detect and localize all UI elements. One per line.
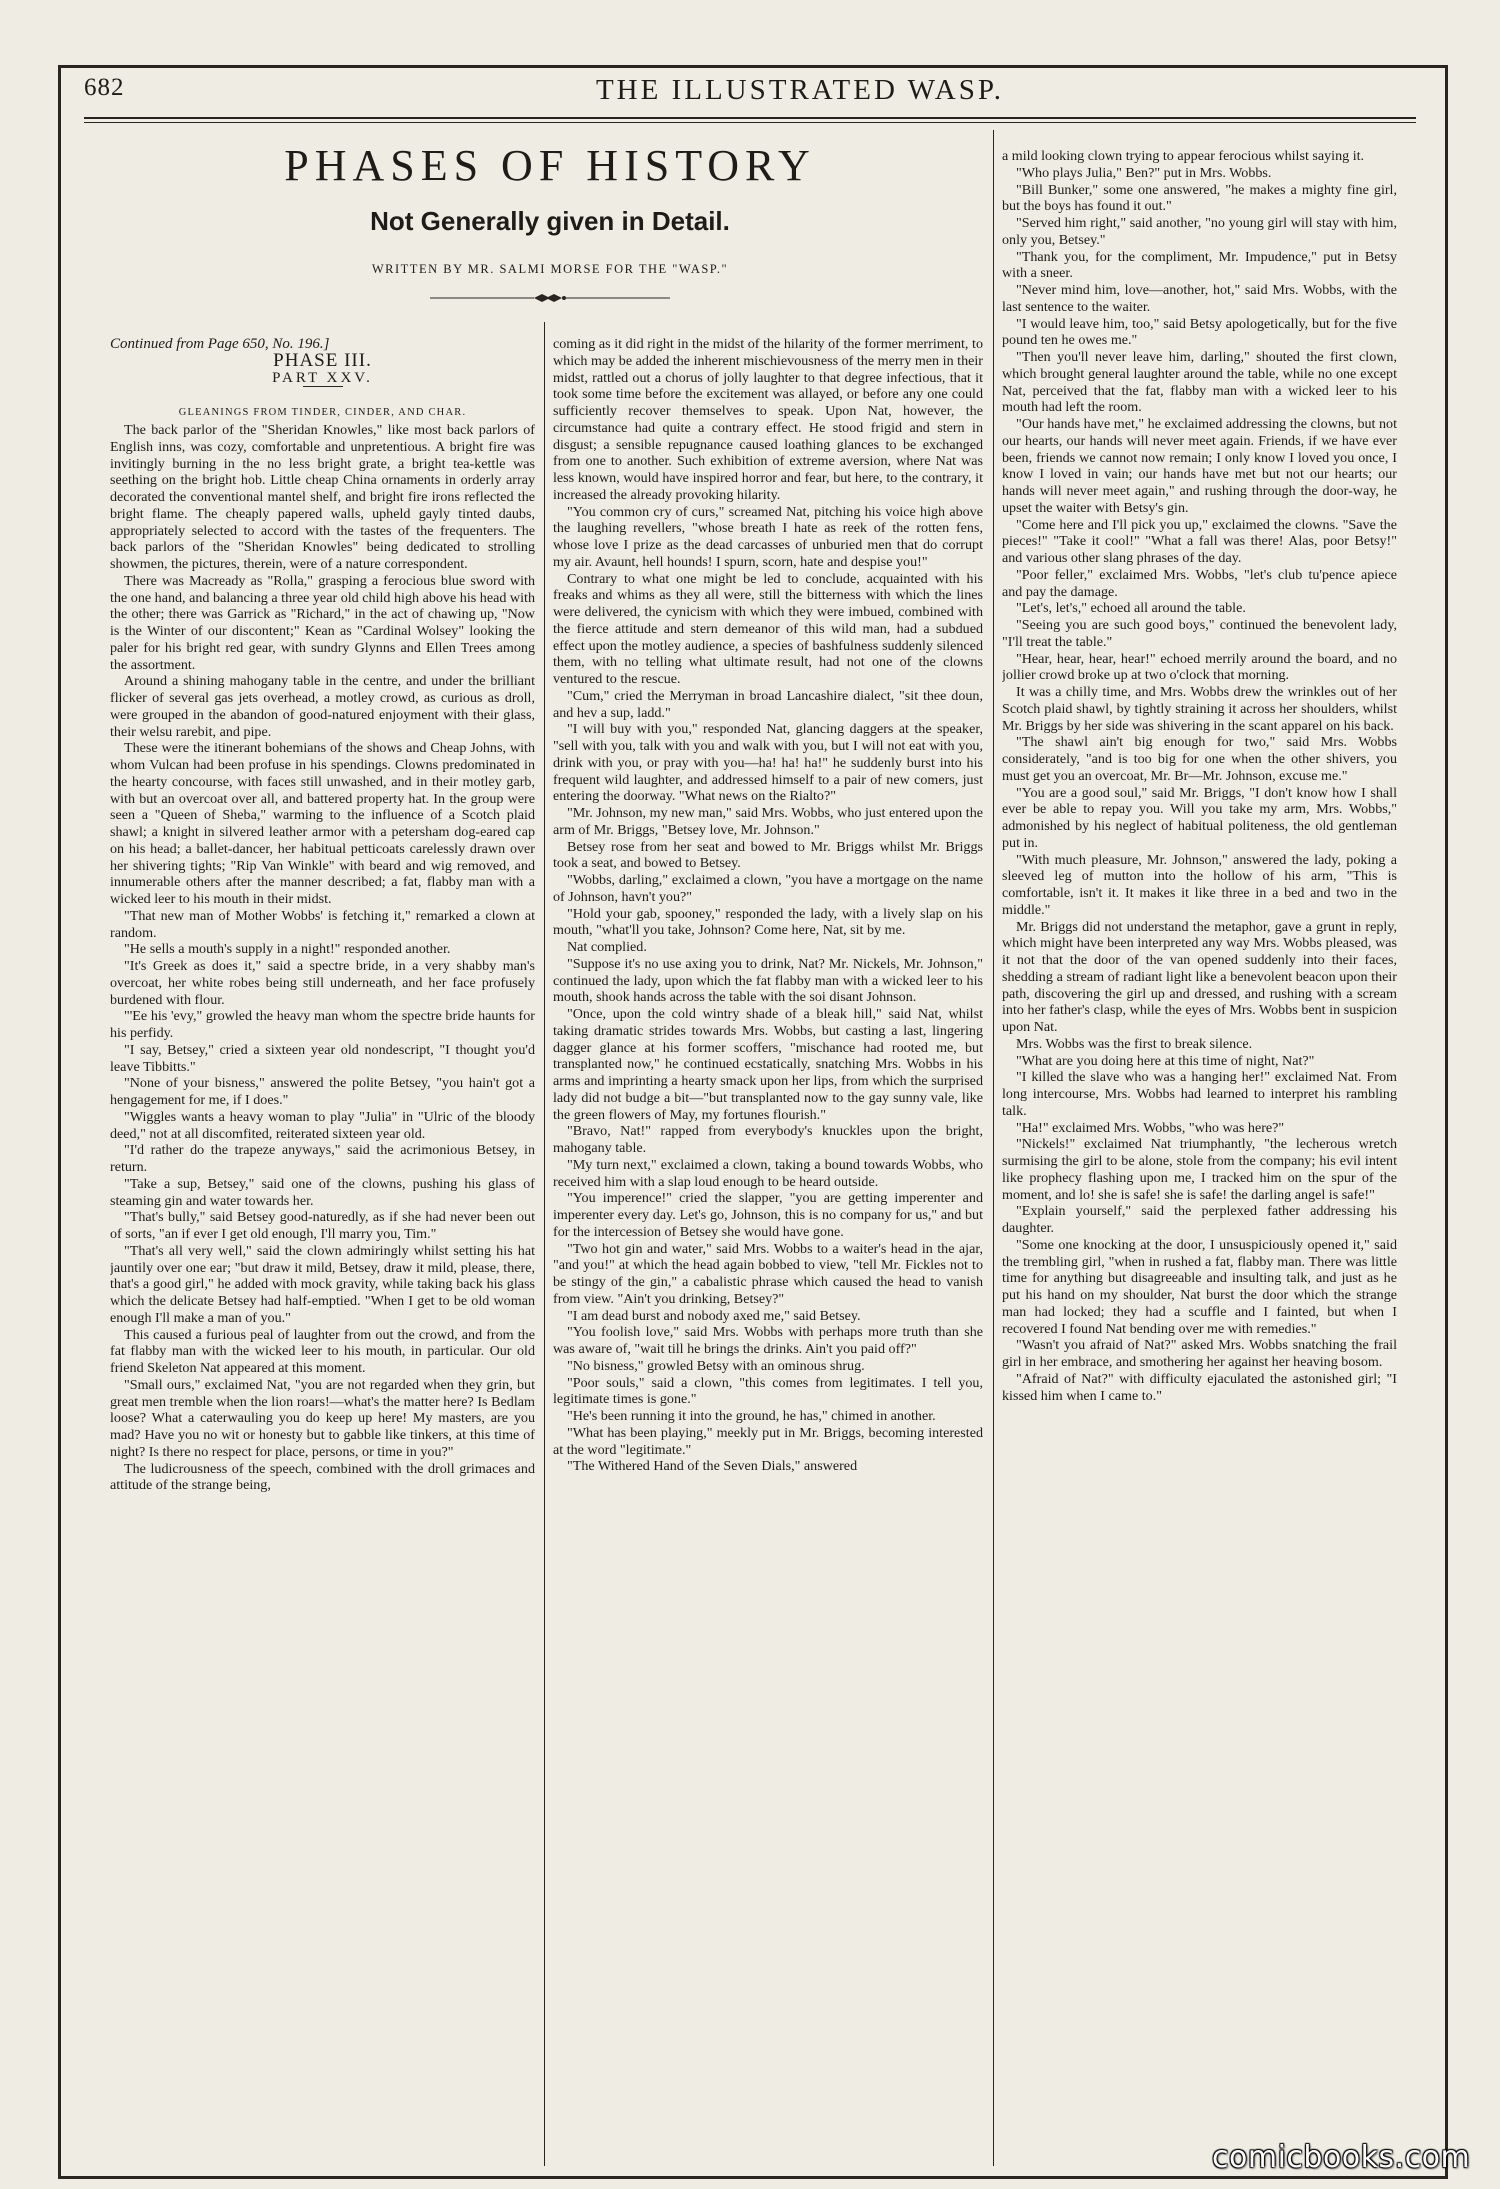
paragraph: "I will buy with you," responded Nat, glancing daggers at the speaker, "sell with you, talk with you and walk with you, but I will not eat with you, drink with you, or pray with you—ha! ha! ha!" he suddenly burst into his frequent wild laughter, and addressed himself to a pair of new comers, just entering the doorway. "What news on the Rialto?" [553, 721, 983, 805]
paragraph: "Served him right," said another, "no young girl will stay with him, only you, Betsey." [1002, 215, 1397, 248]
paragraph: "You foolish love," said Mrs. Wobbs with perhaps more truth than she was aware of, "wait till he brings the drinks. Ain't you paid off?" [553, 1324, 983, 1357]
section-heading: GLEANINGS FROM TINDER, CINDER, AND CHAR. [178, 407, 467, 419]
paragraph: "Wobbs, darling," exclaimed a clown, "you have a mortgage on the name of Johnson, havn't you?" [553, 872, 983, 905]
paragraph: Contrary to what one might be led to conclude, acquainted with his freaks and whims as they all were, still the bitterness with which the lines were delivered, the cynicism with which they were imbued, combined with the fierce attitude and stern demeanor of this wild man, had a subdued effect upon the motley audience, a species of bashfulness suddenly silenced them, with no telling what ultimate result, had not one of the clowns ventured to the rescue. [553, 570, 983, 687]
paragraph: "The shawl ain't big enough for two," said Mrs. Wobbs considerately, "and is too big for one when the other shivers, you must get you an overcoat, Mr. Br—Mr. Johnson, excuse me." [1002, 734, 1397, 784]
column-3 [1002, 148, 1397, 2166]
paragraph: "Some one knocking at the door, I unsuspiciously opened it," said the trembling girl, "when in rushed a fat, flabby man. There was little time for anything but disagreeable and insulting talk, and just as he put his hand on my shoulder, Nat burst the door which the strange man had locked; they had a scuffle and I fainted, but when I recovered I found Nat bending over me with remedies." [1002, 1236, 1397, 1337]
phase-heading: PHASE III. [273, 349, 372, 371]
paragraph: "Come here and I'll pick you up," exclaimed the clowns. "Save the pieces!" "Take it cool!" "What a fall was there! Alas, poor Betsy!" and various other slang phrases of the day. [1002, 516, 1397, 566]
paragraph: This caused a furious peal of laughter from out the crowd, and from the fat flabby man with the wicked leer to his mouth, in particular. Our old friend Skeleton Nat appeared at this moment. [110, 1326, 535, 1376]
paragraph: Mr. Briggs did not understand the metaphor, gave a grunt in reply, which might have been interpreted any way Mrs. Wobbs pleased, was it not that the door of the van opened suddenly into their faces, shedding a stream of radiant light like a benevolent beacon upon their path, discovering the girl up and dressed, and rushing with a scream into her father's clasp, while the eyes of Mrs. Wobbs bent in suspicion upon Nat. [1002, 918, 1397, 1035]
paragraph: "He sells a mouth's supply in a night!" responded another. [124, 941, 451, 958]
paragraph: "That's bully," said Betsey good-naturedly, as if she had never been out of sorts, "an if ever I get old enough, I'll marry you, Tim." [110, 1209, 535, 1242]
column-1 [110, 336, 535, 2166]
paragraph: Betsey rose from her seat and bowed to Mr. Briggs whilst Mr. Briggs took a seat, and bowed to Betsey. [553, 838, 983, 872]
paragraph: There was Macready as "Rolla," grasping a ferocious blue sword with the one hand, and balancing a three year old child high above his head with the other; there was Garrick as "Richard," in the act of chawing up, "Now is the Winter of our discontent;" Kean as "Cardinal Wolsey" looking the paler for his bright red gear, with sundry Glynns and Ellen Trees among the assortment. [110, 572, 535, 673]
paragraph: "You common cry of curs," screamed Nat, pitching his voice high above the laughing revellers, "whose breath I hate as reek of the rotten fens, whose love I prize as the dead carcasses of unburied men that do corrupt my air. Avaunt, hell hounds! I spurn, scorn, hate and despise you!" [553, 503, 983, 570]
paragraph: "That's all very well," said the clown admiringly whilst setting his hat jauntily over one ear; "but draw it mild, Betsey, draw it mild, please, there, that's a good girl," he added with mock gravity, while taking back his glass which the delicate Betsey had half-emptied. "When I get to be old woman enough I'll make a man of you." [110, 1242, 535, 1326]
paragraph: "The Withered Hand of the Seven Dials," answered [567, 1458, 858, 1475]
paragraph: "Our hands have met," he exclaimed addressing the clowns, but not our hearts, our hands will never meet again. Friends, if we have ever been, friends we cannot now remain; I only know I loved you once, I know I loved in vain; our hands have met but not our hearts; our hands will never meet again," and rushing through the door-way, he upset the waiter with Betsy's gin. [1002, 416, 1397, 516]
paragraph: "Hear, hear, hear, hear!" echoed merrily around the board, and no jollier crowd broke up at two o'clock that morning. [1002, 650, 1397, 684]
paragraph: "Afraid of Nat?" with difficulty ejaculated the astonished girl; "I kissed him when I came to." [1002, 1370, 1397, 1404]
paragraph: "You are a good soul," said Mr. Briggs, "I don't know how I shall ever be able to repay you. Will you take my arm, Mrs. Wobbs," admonished by his neglect of habitual politeness, the old gentleman put in. [1002, 784, 1397, 851]
paragraph: "Explain yourself," said the perplexed father addressing his daughter. [1002, 1203, 1397, 1236]
paragraph: "Thank you, for the compliment, Mr. Impudence," put in Betsy with a sneer. [1002, 248, 1397, 282]
paragraph: It was a chilly time, and Mrs. Wobbs drew the wrinkles out of her Scotch plaid shawl, by tightly straining it across her shoulders, whilst Mr. Briggs by her side was shivering in the scant apparel on his back. [1002, 684, 1397, 734]
paragraph: The ludicrousness of the speech, combined with the droll grimaces and attitude of the strange being, [110, 1460, 535, 1494]
paragraph: These were the itinerant bohemians of the shows and Cheap Johns, with whom Vulcan had been profuse in his spendings. Clowns predominated in the hearty concourse, with faces still unwashed, and in their motley garb, with but an overcoat over all, and battered property hat. In the group were seen a "Queen of Sheba," warming to the influence of a Scotch plaid shawl; a knight in silvered leather armor with a petersham dog-eared cap on his head; a ballet-dancer, her habitual petticoats carelessly drawn over her shivering tights; "Rip Van Winkle" with beard and wig removed, and innumerable others after the manner described; a fat, flabby man with a wicked leer to his mouth in their midst. [110, 740, 535, 907]
paragraph: "My turn next," exclaimed a clown, taking a bound towards Wobbs, who received him with a slap loud enough to be heard outside. [553, 1156, 983, 1190]
paragraph: "Wiggles wants a heavy woman to play "Julia" in "Ulric of the bloody deed," not at all discomfited, reiterated sixteen year old. [110, 1108, 535, 1142]
column-divider-1 [544, 322, 545, 2166]
paragraph: "Take a sup, Betsey," said one of the clowns, pushing his glass of steaming gin and water towards her. [110, 1175, 535, 1209]
header-rule [84, 117, 1416, 119]
column-2 [553, 336, 983, 2166]
paragraph: "'Ee his 'evy," growled the heavy man whom the spectre bride haunts for his perfidy. [110, 1008, 535, 1041]
paragraph: "Let's, let's," echoed all around the table. [1016, 600, 1246, 617]
paragraph: The back parlor of the "Sheridan Knowles," like most back parlors of English inns, was cozy, comfortable and unpretentious. A bright fire was invitingly burning in the no less bright grate, a bright tea-kettle was seething on the bright hob. Little cheap China ornaments in orderly array decorated the conventional mantel shelf, and bright fire irons reflected the bright flame. The cheaply papered walls, upheld gayly tinted daubs, appropriately selected to accord with the tastes of the frequenters. The back parlors of the "Sheridan Knowles" being dedicated to strolling showmen, the pictures, therein, were of a nature correspondent. [110, 422, 535, 572]
title-ornament [430, 292, 670, 304]
paragraph: "I'd rather do the trapeze anyways," said the acrimonious Betsey, in return. [110, 1142, 535, 1175]
paragraph: "I say, Betsey," cried a sixteen year old nondescript, "I thought you'd leave Tibbitts." [110, 1041, 535, 1075]
paragraph: "I killed the slave who was a hanging her!" exclaimed Nat. From long intercourse, Mrs. Wobbs had learned to interpret his rambling talk. [1002, 1069, 1397, 1119]
paragraph: "Small ours," exclaimed Nat, "you are not regarded when they grin, but great men tremble when the lion roars!—what's the matter here? Is Bedlam loose? What a caterwauling you do keep up here! My masters, are you mad? Have you no wit or honesty but to gabble like tinkers, at this time of night? Is there no respect for place, persons, or time in you?" [110, 1376, 535, 1460]
paragraph: "What are you doing here at this time of night, Nat?" [1016, 1052, 1315, 1069]
continued-note: Continued from Page 650, No. 196.] [110, 336, 330, 352]
paragraph: coming as it did right in the midst of the hilarity of the former merriment, to which may be added the inherent mischievousness of the merry men in their midst, rattled out a chorus of jolly laughter to that degree infectious, that it took some time before the excitement was allayed, or before any one could sufficiently recover themselves to speak. Upon Nat, however, the circumstance had quite a contrary effect. He stood frigid and stern in disgust; a sensible repugnance caused loathing glances to be exchanged from one to another. Such exhibition of extreme aversion, where Nat was less known, would have inspired horror and fear, but here, to the contrary, it increased the already provoking hilarity. [553, 336, 983, 503]
column-divider-2 [993, 130, 994, 2166]
paragraph: "Nickels!" exclaimed Nat triumphantly, "the lecherous wretch surmising the girl to be alone, stole from the company; his evil intent like prophecy flashing upon me, I tracked him on the spur of the moment, and lo! she is safe! she is safe! the darling angel is safe!" [1002, 1136, 1397, 1203]
header-rule-thin [84, 122, 1416, 123]
paragraph: "With much pleasure, Mr. Johnson," answered the lady, poking a sleeved leg of mutton into the hollow of his arm, "This is comfortable, isn't it. It makes it like three in a bed and two in the middle." [1002, 851, 1397, 918]
paragraph: "Who plays Julia," Ben?" put in Mrs. Wobbs. [1016, 164, 1272, 181]
paragraph: "Bravo, Nat!" rapped from everybody's knuckles upon the bright, mahogany table. [553, 1123, 983, 1156]
paragraph: "None of your bisness," answered the polite Betsey, "you hain't got a hengagement for me, if I does." [110, 1075, 535, 1108]
paragraph: "Bill Bunker," some one answered, "he makes a mighty fine girl, but the boys has found it out." [1002, 181, 1397, 215]
paragraph: "Never mind him, love—another, hot," said Mrs. Wobbs, with the last sentence to the waiter. [1002, 282, 1397, 315]
watermark: comicbooks.com [1212, 2140, 1471, 2175]
paragraph: a mild looking clown trying to appear ferocious whilst saying it. [1002, 148, 1365, 164]
paragraph: "Cum," cried the Merryman in broad Lancashire dialect, "sit thee doun, and hev a sup, ladd." [553, 687, 983, 721]
article-subtitle: Not Generally given in Detail. [370, 206, 730, 236]
paragraph: "Mr. Johnson, my new man," said Mrs. Wobbs, who just entered upon the arm of Mr. Briggs, "Betsey love, Mr. Johnson." [553, 805, 983, 838]
paragraph: "Suppose it's no use axing you to drink, Nat? Mr. Nickels, Mr. Johnson," continued the lady, upon which the fat flabby man with a wicked leer to his mouth, shook hands across the table with the soi disant Johnson. [553, 955, 983, 1006]
paragraph: "Then you'll never leave him, darling," shouted the first clown, which brought general laughter around the table, while no one except Nat, perceived that the fat, flabby man with a wicked leer to his mouth had left the room. [1002, 349, 1397, 416]
paragraph: "I am dead burst and nobody axed me," said Betsey. [567, 1307, 861, 1324]
paragraph: "No bisness," growled Betsy with an ominous shrug. [567, 1357, 865, 1374]
page-number: 682 [84, 74, 125, 101]
paragraph: "What has been playing," meekly put in Mr. Briggs, becoming interested at the word "legitimate." [553, 1424, 983, 1458]
article-byline: WRITTEN BY MR. SALMI MORSE FOR THE "WASP." [371, 262, 729, 276]
paragraph: Nat complied. [567, 939, 647, 955]
paragraph: "It's Greek as does it," said a spectre bride, in a very shabby man's overcoat, her white robes being still underneath, and her face profusely burdened with flour. [110, 958, 535, 1008]
paragraph: Mrs. Wobbs was the first to break silence. [1016, 1035, 1253, 1052]
paragraph: Around a shining mahogany table in the centre, and under the brilliant flicker of several gas jets overhead, a motley crowd, as curious as droll, were grouped in the abandon of good-natured enjoyment with their glass, their welsu rarebit, and pipe. [110, 673, 535, 740]
article-title: PHASES OF HISTORY [284, 141, 816, 190]
paragraph: "Poor feller," exclaimed Mrs. Wobbs, "let's club tu'pence apiece and pay the damage. [1002, 566, 1397, 600]
paragraph: "He's been running it into the ground, he has," chimed in another. [567, 1408, 936, 1424]
paragraph: "Seeing you are such good boys," continued the benevolent lady, "I'll treat the table." [1002, 617, 1397, 650]
part-rule [303, 386, 343, 387]
paragraph: "Hold your gab, spooney," responded the lady, with a lively slap on his mouth, "what'll you take, Johnson? Come here, Nat, sit by me. [553, 905, 983, 939]
paragraph: "Poor souls," said a clown, "this comes from legitimates. I tell you, legitimate times is gone." [553, 1374, 983, 1408]
paragraph: "You imperence!" cried the slapper, "you are getting imperenter and imperenter every day. Let's go, Johnson, this is no company for us," and but for the intercession of Betsey she would have gone. [553, 1190, 983, 1240]
paragraph: "That new man of Mother Wobbs' is fetching it," remarked a clown at random. [110, 907, 535, 941]
paragraph: "Ha!" exclaimed Mrs. Wobbs, "who was here?" [1016, 1119, 1285, 1136]
part-heading: PART XXV. [272, 369, 373, 386]
paragraph: "Two hot gin and water," said Mrs. Wobbs to a waiter's head in the ajar, "and you!" at which the head again bobbed to view, "tell Mr. Fickles not to be stingy of the gin," a cabalistic phrase which caused the head to vanish from view. "Ain't you drinking, Betsey?" [553, 1240, 983, 1307]
paragraph: "Once, upon the cold wintry shade of a bleak hill," said Nat, whilst taking dramatic strides towards Mrs. Wobbs, but casting a last, lingering dagger glance at his former scoffers, "mischance had rooted me, but transplanted now," he continued ecstatically, snatching Mrs. Wobbs in his arms and imprinting a hearty smack upon her lips, from which the surprised lady did not budge a bit—"but transplanted now to the gay sunny vale, like the green flowers of May, my fortunes flourish." [553, 1006, 983, 1123]
paragraph: "Wasn't you afraid of Nat?" asked Mrs. Wobbs snatching the frail girl in her embrace, and smothering her against her heaving bosom. [1002, 1337, 1397, 1370]
paragraph: "I would leave him, too," said Betsy apologetically, but for the five pound ten he owes me." [1002, 315, 1397, 349]
publication-title: THE ILLUSTRATED WASP. [595, 74, 1005, 106]
